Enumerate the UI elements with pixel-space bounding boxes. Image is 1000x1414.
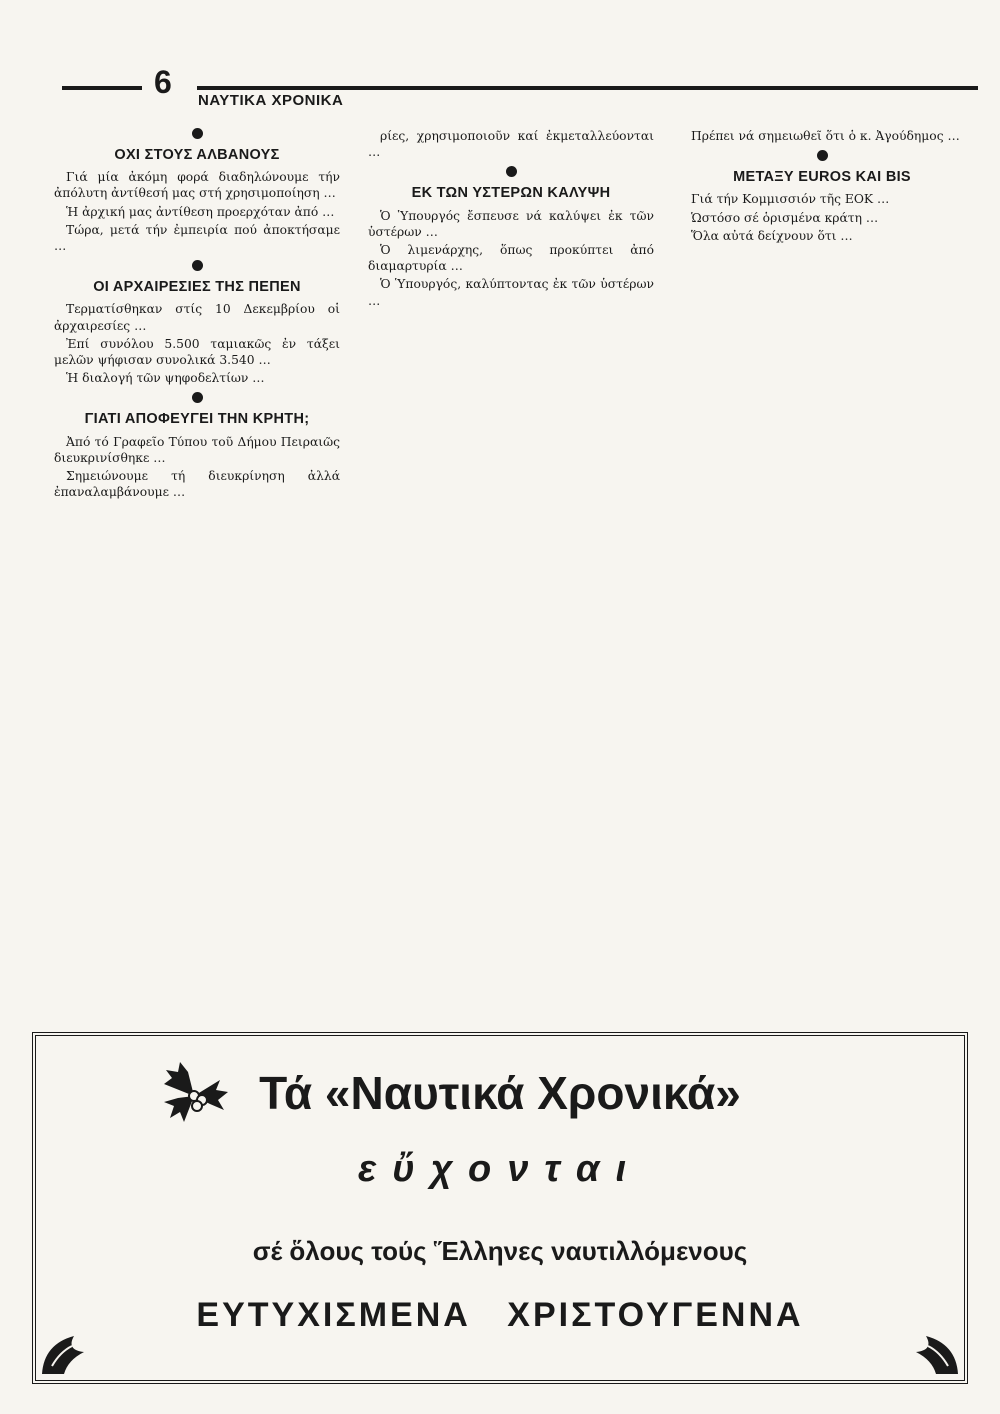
column-1	[54, 122, 340, 502]
article-heading: ΟΧΙ ΣΤΟΥΣ ΑΛΒΑΝΟΥΣ	[114, 147, 280, 163]
page-number: 6	[154, 64, 172, 100]
section-bullet	[506, 166, 517, 177]
section-bullet	[192, 260, 203, 271]
paragraph: Ὁ Ὑπουργός, καλύπτοντας ἐκ τῶν ὑστέρων …	[368, 277, 654, 308]
advert-wishes: εὔχονται	[357, 1148, 643, 1190]
paragraph: ρίες, χρησιμοποιοῦν καί ἐκμεταλλεύονται …	[368, 129, 654, 160]
paragraph: Τερματίσθηκαν στίς 10 Δεκεμβρίου οἱ ἀρχαιρεσίες …	[54, 302, 340, 333]
article-heading: ΓΙΑΤΙ ΑΠΟΦΕΥΓΕΙ ΤΗΝ ΚΡΗΤΗ;	[84, 411, 310, 428]
article-heading: ΟΙ ΑΡΧΑΙΡΕΣΙΕΣ ΤΗΣ ΠΕΠΕΝ	[93, 279, 301, 296]
paragraph: Ὁ Ὑπουργός ἔσπευσε νά καλύψει ἐκ τῶν ὑστέρων …	[368, 208, 654, 239]
paragraph: Ἡ διαλογή τῶν ψηφοδελτίων …	[66, 371, 265, 386]
paragraph: Ἐπί συνόλου 5.500 ταμιακῶς ἐν τάξει μελῶν ψήφισαν συνολικά 3.540 …	[54, 336, 340, 368]
paragraph: Σημειώνουμε τή διευκρίνηση ἀλλά ἐπαναλαμβάνουμε …	[54, 469, 340, 500]
header-rule-right	[197, 86, 978, 90]
paragraph: Ὁ λιμενάρχης, ὅπως προκύπτει ἀπό διαμαρτυρία …	[368, 243, 654, 274]
publication-title: ΝΑΥΤΙΚΑ ΧΡΟΝΙΚΑ	[198, 92, 344, 109]
page-header	[62, 64, 978, 109]
advert-title: Τά «Ναυτικά Χρονικά»	[259, 1067, 741, 1119]
advert-recipients: σέ ὅλους τούς Ἕλληνες ναυτιλλόμενους	[252, 1236, 748, 1266]
paragraph: Ὅλα αὐτά δείχνουν ὅτι …	[691, 228, 853, 243]
article-heading: ΜΕΤΑΞΥ EUROS ΚΑΙ BIS	[733, 169, 911, 186]
paragraph: Γιά τήν Κομμισσιόν τῆς ΕΟΚ …	[691, 192, 890, 207]
paragraph: Γιά μία ἀκόμη φορά διαδηλώνουμε τήν ἀπόλυτη ἀντίθεσή μας στή χρησιμοποίηση …	[54, 170, 340, 201]
corner-ornament-icon	[38, 1330, 90, 1378]
column-2	[368, 128, 654, 311]
section-bullet	[192, 128, 203, 139]
paragraph: Ἡ ἀρχική μας ἀντίθεση προερχόταν ἀπό …	[66, 204, 335, 219]
paragraph: Ἀπό τό Γραφεῖο Τύπου τοῦ Δήμου Πειραιῶς διευκρινίσθηκε …	[54, 434, 340, 465]
corner-ornament-icon	[910, 1330, 962, 1378]
column-3	[679, 128, 965, 246]
advert-greeting: ΕΥΤΥΧΙΣΜΕΝΑ ΧΡΙΣΤΟΥΓΕΝΝΑ	[196, 1296, 804, 1334]
paragraph: Τώρα, μετά τήν ἐμπειρία πού ἀποκτήσαμε …	[54, 222, 340, 254]
section-bullet	[192, 392, 203, 403]
header-rule-left	[62, 86, 142, 90]
article-heading: ΕΚ ΤΩΝ ΥΣΤΕΡΩΝ ΚΑΛΥΨΗ	[411, 185, 611, 202]
section-bullet	[817, 150, 828, 161]
paragraph: Ὡστόσο σέ ὁρισμένα κράτη …	[691, 210, 879, 225]
paragraph: Πρέπει νά σημειωθεῖ ὅτι ὁ κ. Ἀγούδημος …	[691, 129, 960, 143]
christmas-advert	[32, 1032, 968, 1384]
